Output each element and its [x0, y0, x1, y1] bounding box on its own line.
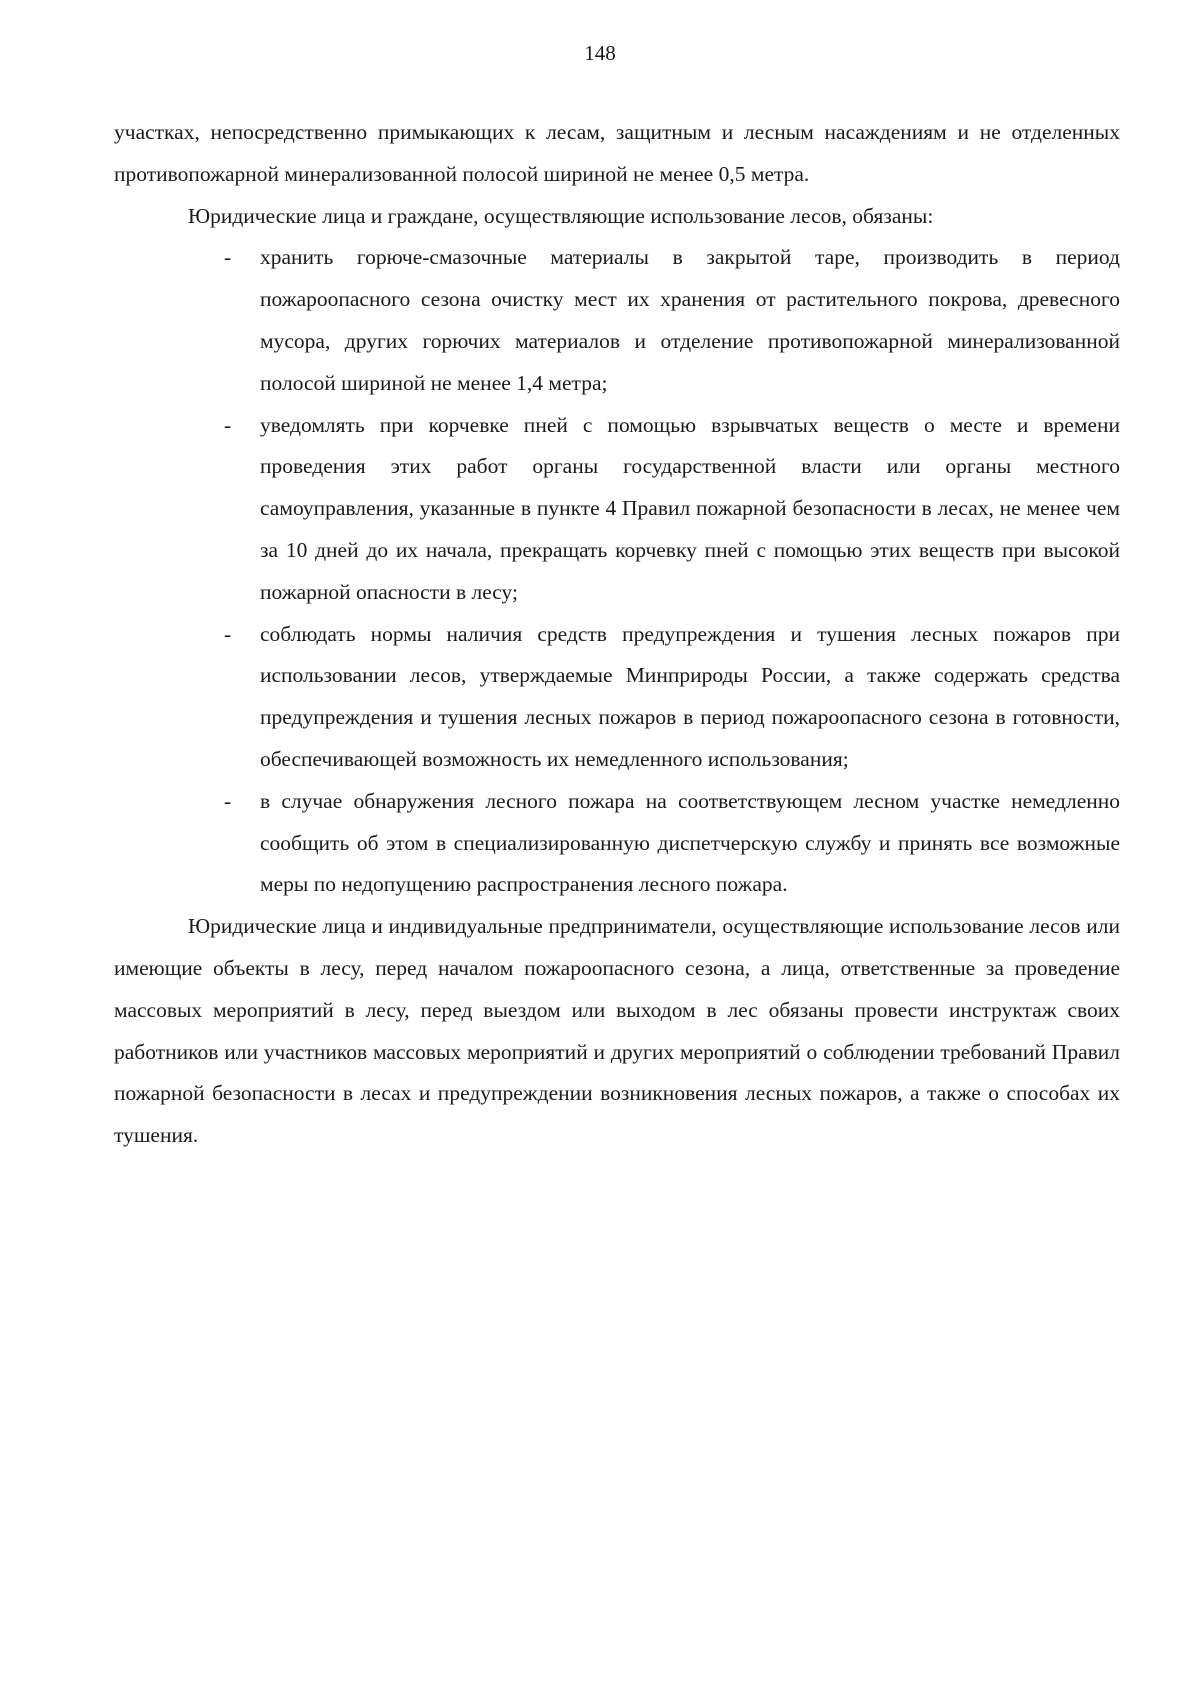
list-item [224, 614, 1120, 781]
paragraph-briefing: Юридические лица и индивидуальные предприниматели, осуществляющие использование лесов или имеющие объекты в лесу, перед началом пожароопасного сезона, а лица, ответственные за проведение массовых мероприятий в лесу, перед выездом или выходом в лес обязаны провести инструктаж своих работников или участников массовых мероприятий и других мероприятий о соблюдении требований Правил пожарной безопасности в лесах и предупреждении возникновения лесных пожаров, а также о способах их тушения. [114, 914, 1120, 1148]
list-item [224, 781, 1120, 906]
list-item-text: хранить горюче-смазочные материалы в закрытой таре, производить в период пожароопасного сезона очистку мест их хранения от растительного покрова, древесного мусора, других горючих материалов и отделение противопожарной минерализованной полосой шириной не менее 1,4 метра; [260, 245, 1120, 395]
obligations-list [114, 237, 1120, 906]
list-item-text: уведомлять при корчевке пней с помощью взрывчатых веществ о месте и времени проведения этих работ органы государственной власти или органы местного самоуправления, указанные в пункте 4 Правил пожарной безопасности в лесах, не менее чем за 10 дней до их начала, прекращать корчевку пней с помощью этих веществ при высокой пожарной опасности в лесу; [260, 412, 1120, 604]
list-dash-marker: - [224, 412, 232, 437]
list-item-text: соблюдать нормы наличия средств предупреждения и тушения лесных пожаров при использовании лесов, утверждаемые Минприроды России, а также содержать средства предупреждения и тушения лесных пожаров в период пожароопасного сезона в готовности, обеспечивающей возможность их немедленного использования; [260, 621, 1120, 771]
list-item-text: в случае обнаружения лесного пожара на соответствующем лесном участке немедленно сообщить об этом в специализированную диспетчерскую службу и принять все возможные меры по недопущению распространения лесного пожара. [260, 788, 1120, 897]
list-item [224, 237, 1120, 404]
paragraph-obligations-intro: Юридические лица и граждане, осуществляющие использование лесов, обязаны: [188, 203, 934, 228]
body-text [114, 112, 1120, 1157]
list-dash-marker: - [224, 621, 232, 646]
list-dash-marker: - [224, 245, 232, 270]
paragraph-continuation: участках, непосредственно примыкающих к лесам, защитным и лесным насаждениям и не отделенных противопожарной минерализованной полосой шириной не менее 0,5 метра. [114, 120, 1120, 186]
list-item [224, 405, 1120, 614]
list-dash-marker: - [224, 788, 232, 813]
page-number: 148 [584, 41, 616, 65]
